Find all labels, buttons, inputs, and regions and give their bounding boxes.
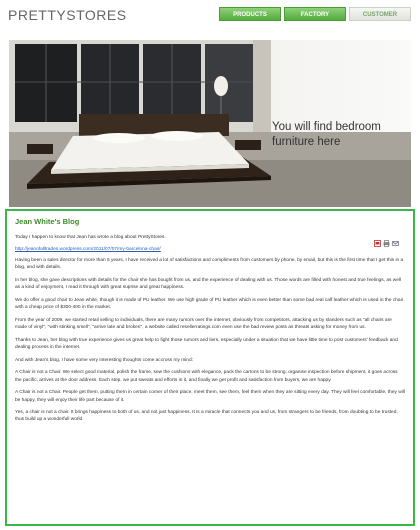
email-icon[interactable] — [392, 240, 399, 247]
blog-paragraph: A Chair is not a Chair. People get them, putting them in certain corner of their place, meet them, see them, feel them when they are sitting every day. They will feel comfortable, they will be happy, they will enjoy their life part because of it. — [15, 390, 405, 403]
hero-banner — [9, 40, 411, 207]
nav-tab-factory[interactable]: FACTORY — [284, 7, 346, 21]
main-nav — [216, 7, 411, 21]
blog-paragraph: From the year of 2009, we started retail selling to individuals, there are many rumors over the internet, obviously from competitors, attacking us by slanders such as "all chairs are made of vinyl", "with stinking smell", "arrive late and broken", a website called resellerratings.com even use the bad review posts as threats asking for money from us. — [15, 317, 392, 331]
blog-paragraph: We do offer a good chair to Jean white, though it is made of PU leather. We use high grade of PU leather which is even better than some bad real calf leather which is used in the chair with a cheap price of $300-400 in the market. — [15, 298, 404, 311]
blog-tools — [374, 240, 399, 247]
blog-paragraph: And with Jean's blog, I have some very interesting thoughts come accross my mind: — [15, 357, 193, 363]
blog-paragraph: Thanks to Jean, her blog with true experience gives us great help to fight those rumors and liers, especially under a situation that we have little time to post customers' feedback and dealing process in the internet. — [15, 337, 398, 351]
print-icon[interactable] — [383, 240, 390, 247]
nav-tab-customer[interactable]: CUSTOMER — [349, 7, 411, 21]
site-logo[interactable]: PRETTYSTORES — [8, 7, 127, 23]
blog-panel — [5, 209, 415, 526]
blog-title: Jean White's Blog — [15, 217, 80, 226]
nav-tab-products[interactable]: PRODUCTS — [219, 7, 281, 21]
hero-caption: You will find bedroom furniture here — [272, 121, 381, 148]
blog-paragraph: In her blog, she gave descriptions with details for the chair she has bought from us, and the experience of dealing with us. Those words are filled with honest and true feelings, as well as a kind of enjoyment, I read it through with great suprise and great happiness. — [15, 278, 402, 291]
pdf-icon[interactable] — [374, 240, 381, 247]
blog-paragraph: Having been a sales director for more than 5 years, I have received a lot of satisfactions and compliments from customers by phone, by email, but this is the first time that I get this in a blog, and with details. — [15, 258, 404, 271]
header — [0, 0, 420, 30]
blog-intro: Today I happen to know that Jean has wrote a blog about PrettyStores. — [15, 235, 166, 240]
blog-paragraph: Yes, a chair is not a chair. It brings happiness to both of us, and not just happiness. It is a miracle that connects you and us, from strangers to be friends, from doubting to be trusted, thus build up a wonderfull world. — [15, 410, 398, 423]
blog-source-link[interactable]: http://jeanofalltrades.wordpress.com/2011/07/07/my-barcelona-chair/ — [15, 246, 161, 252]
blog-paragraph: A Chair is not a Chair. We select good material, polish the frame, sew the cushions with elegance, pack the cartons to be strong, organise inspection before shipment, it goes across the pacific, arrives at the door address. Each step, we put sweats and efforts in it, and finally we get profit and satisfaction from buyers, we are happy. — [15, 370, 398, 383]
